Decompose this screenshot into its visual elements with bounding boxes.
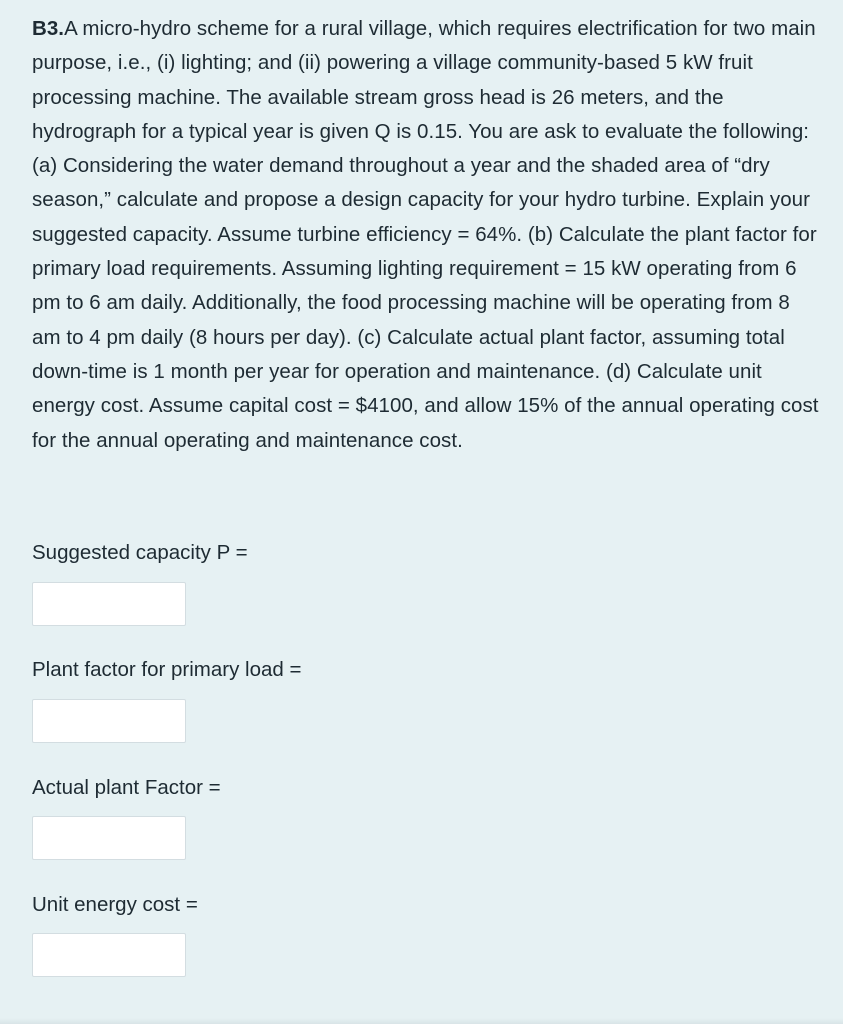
suggested-capacity-input[interactable] <box>32 582 186 626</box>
actual-plant-factor-input[interactable] <box>32 816 186 860</box>
question-body: A micro-hydro scheme for a rural village, which requires electrification for two main purpose, i.e., (i) lighting; and (ii) powering a village community-based 5 kW fruit processing machine. The available stream gross head is 26 meters, and the hydrograph for a typical year is given Q is 0.15. You are ask to evaluate the following: (a) Considering the water demand throughout a year and the shaded area of “dry season,” calculate and propose a design capacity for your hydro turbine. Explain your suggested capacity. Assume turbine efficiency = 64%. (b) Calculate the plant factor for primary load requirements. Assuming lighting requirement = 15 kW operating from 6 pm to 6 am daily. Additionally, the food processing machine will be operating from 8 am to 4 pm daily (8 hours per day). (c) Calculate actual plant factor, assuming total down-time is 1 month per year for operation and maintenance. (d) Calculate unit energy cost. Assume capital cost = $4100, and allow 15% of the annual operating cost for the annual operating and maintenance cost. <box>32 17 819 452</box>
question-text <box>32 12 822 458</box>
actual-plant-factor-label: Actual plant Factor = <box>32 776 221 799</box>
suggested-capacity-label: Suggested capacity P = <box>32 541 248 564</box>
primary-load-plant-factor-label: Plant factor for primary load = <box>32 658 302 681</box>
primary-load-plant-factor-input[interactable] <box>32 699 186 743</box>
unit-energy-cost-input[interactable] <box>32 933 186 977</box>
unit-energy-cost-label: Unit energy cost = <box>32 893 198 916</box>
page-bottom-edge <box>0 1018 843 1024</box>
question-number: B3. <box>32 17 65 40</box>
